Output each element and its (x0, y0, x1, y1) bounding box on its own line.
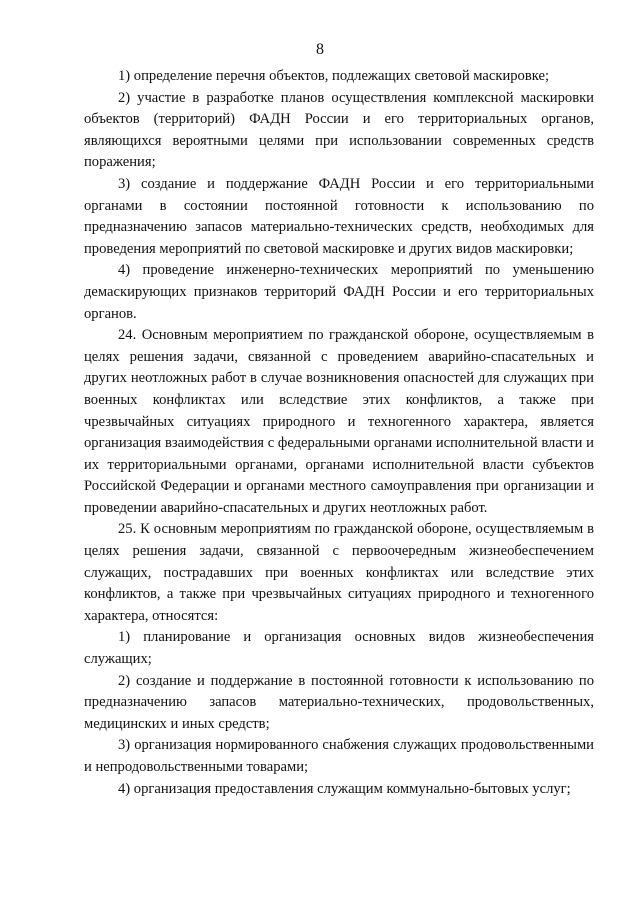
paragraph-item-2: 2) участие в разработке планов осуществления комплексной маскировки объектов (территорий) ФАДН России и его территориальных органов, являющихся вероятными целями при использовании современных средств поражения; (84, 89, 594, 171)
paragraph-item-3: 3) создание и поддержание ФАДН России и его территориальными органами в состоянии постоянной готовности к использованию по предназначению запасов материально-технических средств, необходимых для проведения мероприятий по световой маскировке и других видов маскировки; (84, 175, 594, 257)
paragraph-item-1: 1) определение перечня объектов, подлежащих световой маскировке; (118, 68, 550, 84)
paragraph-25-item-1: 1) планирование и организация основных видов жизнеобеспечения служащих; (84, 629, 594, 668)
paragraph-item-4: 4) проведение инженерно-технических мероприятий по уменьшению демаскирующих признаков территорий ФАДН России и его территориальных органов. (84, 262, 594, 322)
page-number: 8 (316, 41, 324, 58)
paragraph-24: 24. Основным мероприятием по гражданской обороне, осуществляемым в целях решения задачи, связанной с проведением аварийно-спасательных и других неотложных работ в случае возникновения опасностей для служащих при военных конфликтах или вследствие этих конфликтов, а также при чрезвычайных ситуациях природного и техногенного характера, является организация взаимодействия с федеральными органами исполнительной власти и их территориальными органами, органами исполнительной власти субъектов Российской Федерации и органами местного самоуправления при организации и проведении аварийно-спасательных и других неотложных работ. (84, 327, 594, 516)
document-body (84, 66, 594, 800)
paragraph-25: 25. К основным мероприятиям по гражданской обороне, осуществляемым в целях решения задачи, связанной с первоочередным жизнеобеспечением служащих, пострадавших при военных конфликтах или вследствие этих конфликтов, а также при чрезвычайных ситуациях природного и техногенного характера, относятся: (84, 521, 594, 624)
paragraph-25-item-4: 4) организация предоставления служащим коммунально-бытовых услуг; (118, 780, 571, 797)
paragraph-25-item-3: 3) организация нормированного снабжения служащих продовольственными и непродовольственными товарами; (84, 737, 594, 775)
paragraph-25-item-2: 2) создание и поддержание в постоянной готовности к использованию по предназначению запасов материально-технических, продовольственных, медицинских и иных средств; (84, 672, 594, 732)
